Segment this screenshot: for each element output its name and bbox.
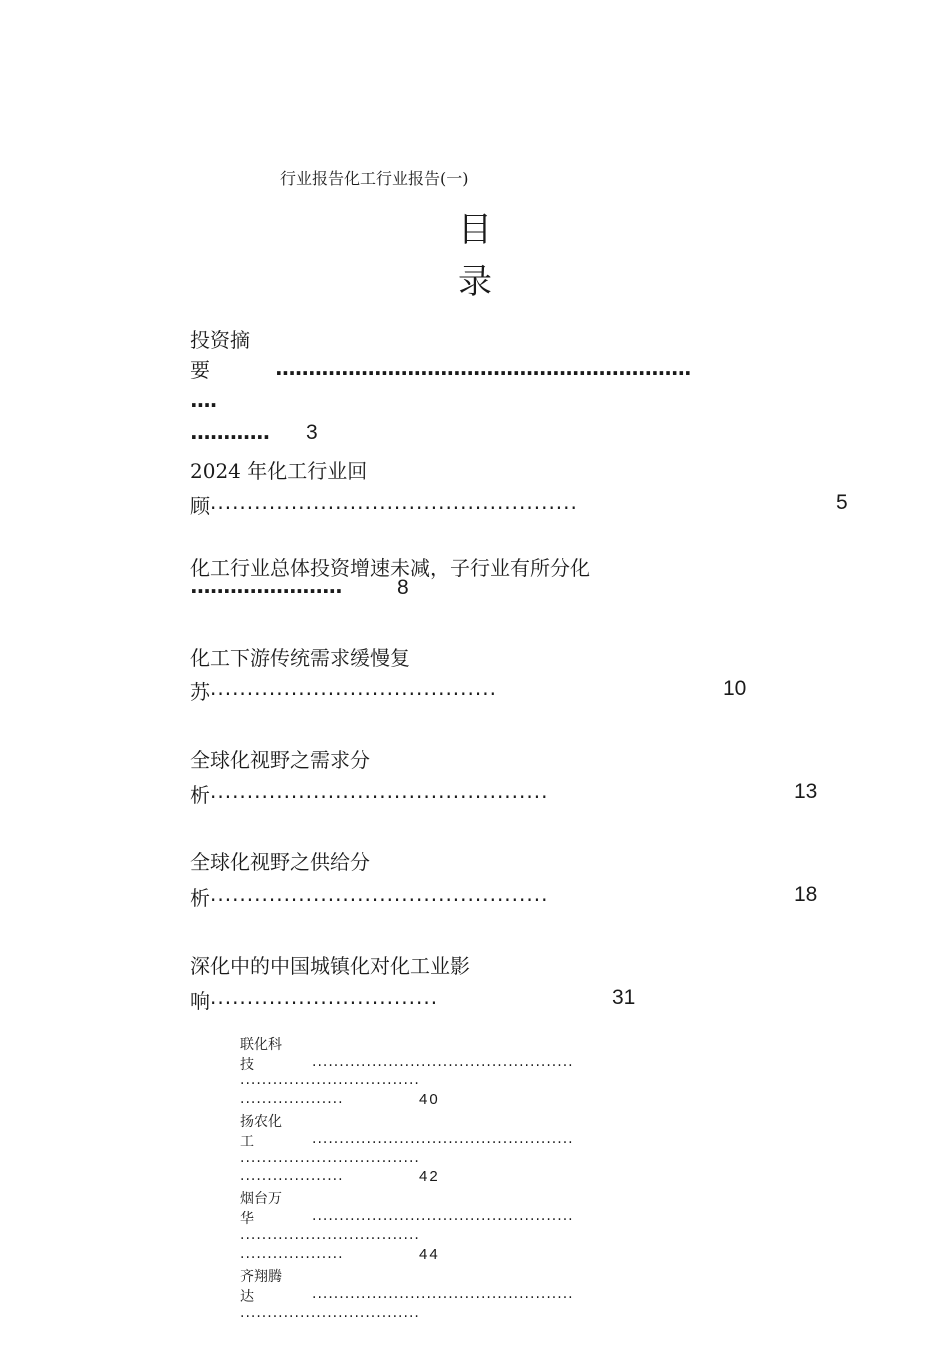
toc-page-number: 44 [419, 1246, 440, 1263]
toc-entry-title-cont: 苏 [190, 680, 210, 704]
dot-leader: .... [190, 388, 217, 412]
toc-entry-title-cont: 响 [190, 989, 210, 1013]
toc-entry-title-cont: 顾 [190, 494, 210, 518]
toc-entry-title: 投资摘 [190, 328, 250, 352]
dot-leader: ....................................... [210, 676, 497, 700]
running-title: 行业报告化工行业报告(一) [280, 169, 469, 188]
toc-page-number: 40 [419, 1091, 440, 1108]
dot-leader: ............................................................... [275, 356, 691, 380]
company-name-cont: 达 [240, 1289, 254, 1305]
dot-leader: .................................................. [210, 490, 578, 514]
toc-title-line-2: 录 [458, 262, 492, 302]
toc-entry-title: 全球化视野之供给分 [190, 850, 370, 874]
toc-entry-title: 化工行业总体投资增速未减，子行业有所分化 [190, 556, 590, 580]
toc-page-number: 3 [306, 421, 318, 444]
toc-page-number: 8 [397, 576, 409, 599]
company-name-cont: 工 [240, 1134, 254, 1150]
dot-leader: ................................. [240, 1305, 420, 1321]
toc-entry-title-cont: 要 [190, 358, 210, 382]
toc-entry-title: 深化中的中国城镇化对化工业影 [190, 954, 470, 978]
dot-leader: .............................................. [210, 882, 549, 906]
toc-entry-title: 全球化视野之需求分 [190, 748, 370, 772]
dot-leader: ................................. [240, 1150, 420, 1166]
dot-leader: ................................. [240, 1227, 420, 1243]
company-name: 扬农化 [240, 1114, 282, 1130]
company-name-cont: 华 [240, 1211, 254, 1227]
toc-title-line-1: 目 [458, 210, 492, 250]
toc-page-number: 42 [419, 1168, 440, 1185]
dot-leader: ................................................ [312, 1054, 574, 1070]
toc-page-number: 5 [836, 491, 848, 514]
toc-entry-title-cont: 析 [190, 783, 210, 807]
dot-leader: ............ [190, 420, 270, 444]
dot-leader: ....................... [190, 574, 342, 598]
dot-leader: ................... [240, 1168, 344, 1184]
company-name: 齐翔腾 [240, 1269, 282, 1285]
dot-leader: .............................................. [210, 779, 549, 803]
company-name-cont: 技 [240, 1057, 254, 1073]
dot-leader: ................................. [240, 1072, 420, 1088]
toc-entry-title-cont: 析 [190, 886, 210, 910]
toc-page-number: 31 [612, 986, 636, 1009]
toc-page-number: 13 [794, 780, 818, 803]
dot-leader: ................................................ [312, 1286, 574, 1302]
toc-entry-title: 化工下游传统需求缓慢复 [190, 646, 410, 670]
dot-leader: ................... [240, 1246, 344, 1262]
toc-page-number: 10 [723, 677, 747, 700]
toc-page-number: 18 [794, 883, 818, 906]
dot-leader: ............................... [210, 985, 439, 1009]
company-name: 联化科 [240, 1037, 282, 1053]
dot-leader: ................................................ [312, 1208, 574, 1224]
dot-leader: ................................................ [312, 1131, 574, 1147]
company-name: 烟台万 [240, 1191, 282, 1207]
toc-entry-title: 2024 年化工行业回 [190, 459, 368, 483]
dot-leader: ................... [240, 1091, 344, 1107]
